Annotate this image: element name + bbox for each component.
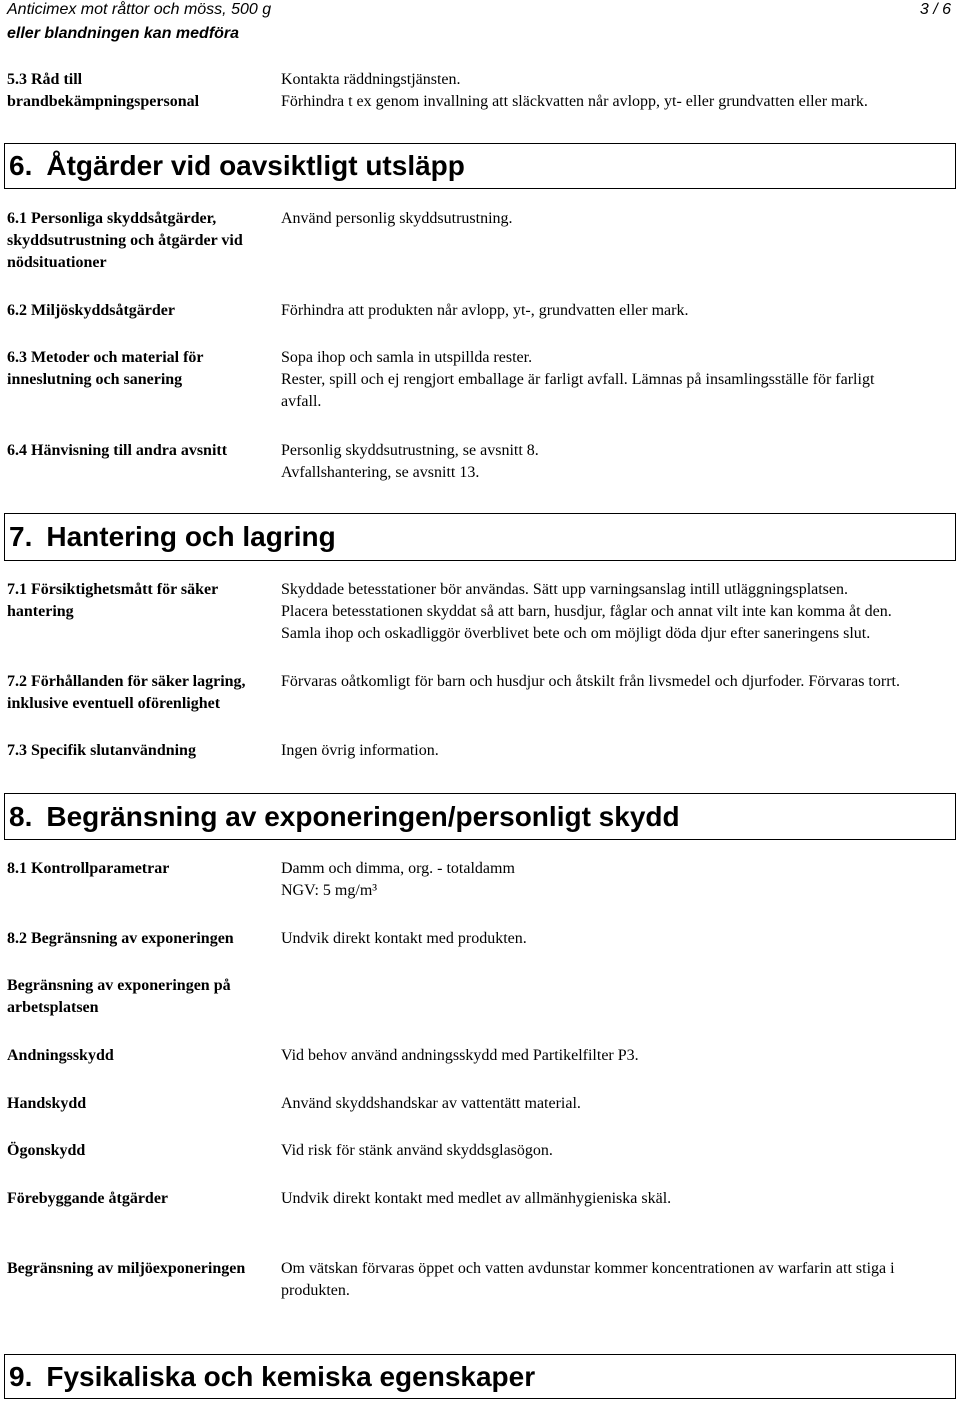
value-6-1: Använd personlig skyddsutrustning. bbox=[281, 210, 513, 227]
label-preventive-measures: Förebyggande åtgärder bbox=[7, 1190, 169, 1207]
value-respiratory-protection: Vid behov använd andningsskydd med Partikelfilter P3. bbox=[281, 1047, 639, 1064]
label-8-1: 8.1 Kontrollparametrar bbox=[7, 860, 170, 877]
section-9-heading: 9. Fysikaliska och kemiska egenskaper bbox=[4, 1354, 956, 1399]
section-7-heading: 7. Hantering och lagring bbox=[4, 513, 956, 561]
label-8-2: 8.2 Begränsning av exponeringen bbox=[7, 930, 234, 947]
value-6-2: Förhindra att produkten når avlopp, yt-, grundvatten eller mark. bbox=[281, 302, 689, 319]
label-environmental-exposure: Begränsning av miljöexponeringen bbox=[7, 1260, 246, 1277]
label-6-2: 6.2 Miljöskyddsåtgärder bbox=[7, 302, 175, 319]
value-preventive-measures: Undvik direkt kontakt med medlet av allmänhygieniska skäl. bbox=[281, 1190, 672, 1207]
value-8-2: Undvik direkt kontakt med produkten. bbox=[281, 930, 527, 947]
value-7-1: Skyddade betesstationer bör användas. Sätt upp varningsanslag intill utläggningsplatsen. Placera betesstationen skyddat så att barn, husdjur, fåglar och annat vilt inte kan komma åt den. Samla ihop och oskadliggör överblivet bete och om möjligt döda djur efter saneringens slut. bbox=[281, 581, 892, 642]
value-7-3: Ingen övrig information. bbox=[281, 742, 439, 759]
label-7-2: 7.2 Förhållanden för säker lagring, inklusive eventuell oförenlighet bbox=[7, 673, 246, 712]
label-5-3: 5.3 Råd till brandbekämpningspersonal bbox=[7, 71, 200, 110]
label-7-1: 7.1 Försiktighetsmått för säker hantering bbox=[7, 581, 219, 620]
label-6-4: 6.4 Hänvisning till andra avsnitt bbox=[7, 442, 228, 459]
value-8-1: Damm och dimma, org. - totaldamm NGV: 5 mg/m³ bbox=[281, 860, 515, 899]
page-number: 3 / 6 bbox=[919, 1, 951, 18]
label-respiratory-protection: Andningsskydd bbox=[7, 1047, 114, 1064]
value-7-2: Förvaras oåtkomligt för barn och husdjur och åtskilt från livsmedel och djurfoder. Förvaras torrt. bbox=[281, 673, 900, 690]
label-workplace-exposure: Begränsning av exponeringen på arbetsplatsen bbox=[7, 977, 231, 1016]
label-6-1: 6.1 Personliga skyddsåtgärder, skyddsutrustning och åtgärder vid nödsituationer bbox=[7, 210, 243, 271]
label-hand-protection: Handskydd bbox=[7, 1095, 87, 1112]
section-8-heading: 8. Begränsning av exponeringen/personligt skydd bbox=[4, 793, 956, 840]
label-6-3: 6.3 Metoder och material för inneslutning och sanering bbox=[7, 349, 204, 388]
section-6-heading: 6. Åtgärder vid oavsiktligt utsläpp bbox=[4, 143, 956, 189]
value-5-3: Kontakta räddningstjänsten. Förhindra t ex genom invallning att släckvatten når avlopp, yt- eller grundvatten eller mark. bbox=[281, 71, 868, 110]
value-environmental-exposure: Om vätskan förvaras öppet och vatten avdunstar kommer koncentrationen av warfarin att stiga i produkten. bbox=[281, 1260, 895, 1299]
value-6-3: Sopa ihop och samla in utspillda rester. Rester, spill och ej rengjort emballage är farligt avfall. Lämnas på insamlingsställe för farligt avfall. bbox=[281, 349, 875, 410]
document-title: Anticimex mot råttor och möss, 500 g bbox=[7, 1, 272, 18]
value-6-4: Personlig skyddsutrustning, se avsnitt 8. Avfallshantering, se avsnitt 13. bbox=[281, 442, 539, 481]
document-subtitle: eller blandningen kan medföra bbox=[7, 25, 240, 42]
value-hand-protection: Använd skyddshandskar av vattentätt material. bbox=[281, 1095, 581, 1112]
value-eye-protection: Vid risk för stänk använd skyddsglasögon. bbox=[281, 1142, 553, 1159]
label-eye-protection: Ögonskydd bbox=[7, 1142, 86, 1159]
label-7-3: 7.3 Specifik slutanvändning bbox=[7, 742, 196, 759]
